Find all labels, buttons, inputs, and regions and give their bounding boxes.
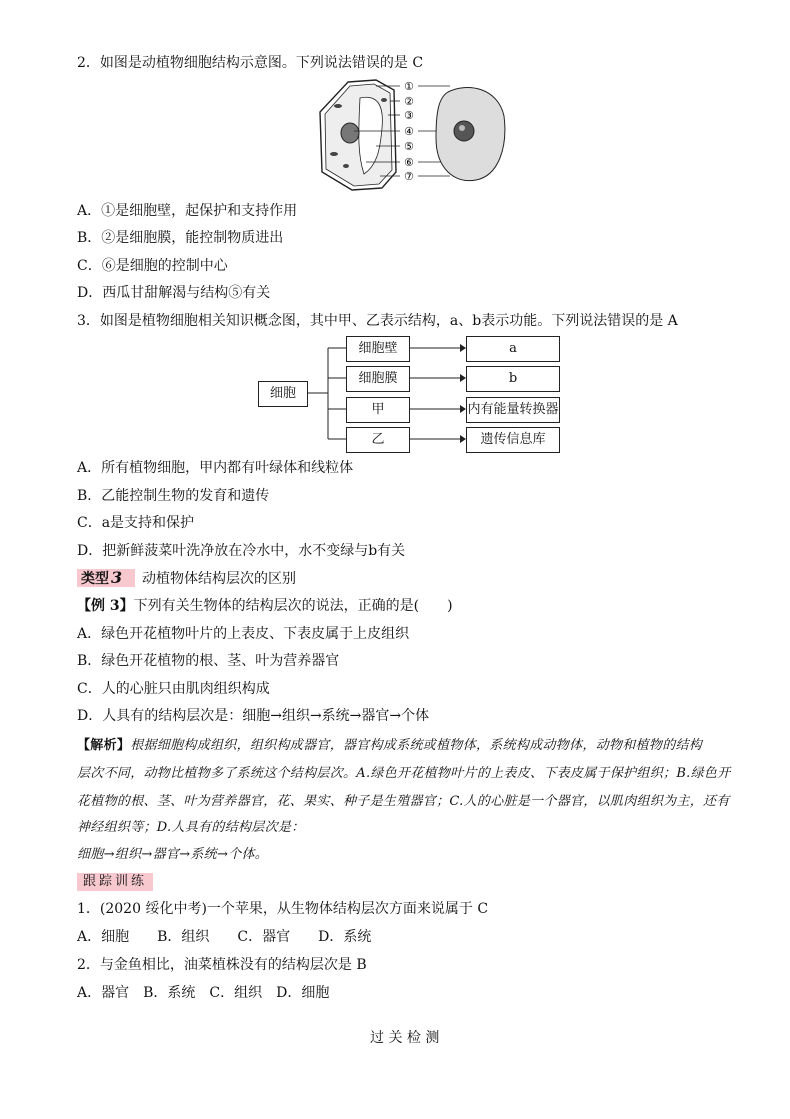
- q3-option-b: B．乙能控制生物的发育和遗传: [77, 488, 270, 504]
- q2-option-d: D．西瓜甘甜解渴与结构⑤有关: [77, 285, 271, 301]
- ex3-option-a: A．绿色开花植物叶片的上表皮、下表皮属于上皮组织: [77, 626, 410, 642]
- label-1: ①: [404, 80, 414, 93]
- label-5: ⑤: [404, 140, 414, 153]
- track-q2-options: A．器官 B．系统 C．组织 D．细胞: [77, 985, 330, 1001]
- concept-right-3: 内有能量转换器: [466, 397, 560, 423]
- q3-option-c: C．a是支持和保护: [77, 515, 195, 531]
- label-4: ④: [404, 125, 414, 138]
- concept-right-1: a: [466, 336, 560, 362]
- label-3: ③: [404, 109, 414, 122]
- analysis-line-2: 层次不同，动物比植物多了系统这个结构层次。A.绿色开花植物叶片的上表皮、下表皮属于保护组织；B.绿色开: [77, 766, 731, 781]
- q2-option-a: A．①是细胞壁，起保护和支持作用: [77, 203, 298, 219]
- track-q1-stem: 1．(2020 绥化中考)一个苹果，从生物体结构层次方面来说属于 C: [77, 901, 489, 917]
- concept-right-4: 遗传信息库: [466, 427, 560, 453]
- type-title: 动植物体结构层次的区别: [142, 571, 296, 587]
- q2-stem: 2．如图是动植物细胞结构示意图。下列说法错误的是 C: [77, 55, 424, 71]
- label-7: ⑦: [404, 170, 414, 183]
- ex3-option-b: B．绿色开花植物的根、茎、叶为营养器官: [77, 653, 340, 669]
- cell-structure-diagram: [318, 76, 508, 194]
- concept-root: 细胞: [258, 381, 308, 407]
- concept-middle-1: 细胞壁: [346, 336, 410, 362]
- ex3-option-c: C．人的心脏只由肌肉组织构成: [77, 681, 270, 697]
- concept-middle-3: 甲: [346, 397, 410, 423]
- label-6: ⑥: [404, 156, 414, 169]
- analysis-line-5: 细胞→组织→器官→系统→个体。: [77, 847, 269, 862]
- analysis-line-4: 神经组织等；D.人具有的结构层次是：: [77, 820, 305, 835]
- concept-right-2: b: [466, 366, 560, 392]
- concept-middle-4: 乙: [346, 427, 410, 453]
- q3-stem: 3．如图是植物细胞相关知识概念图，其中甲、乙表示结构，a、b表示功能。下列说法错误的是 A: [77, 313, 678, 329]
- concept-middle-2: 细胞膜: [346, 366, 410, 392]
- q3-option-a: A．所有植物细胞，甲内都有叶绿体和线粒体: [77, 460, 354, 476]
- example-3: 【例 3】下列有关生物体的结构层次的说法，正确的是( ): [77, 598, 453, 614]
- tracking-badge: 跟踪训练: [77, 873, 153, 891]
- label-2: ②: [404, 95, 414, 108]
- type-badge: 类型 3: [77, 569, 135, 587]
- track-q2-stem: 2．与金鱼相比，油菜植株没有的结构层次是 B: [77, 957, 367, 973]
- q3-option-d: D．把新鲜菠菜叶洗净放在冷水中，水不变绿与b有关: [77, 543, 406, 559]
- analysis-line-3: 花植物的根、茎、叶为营养器官，花、果实、种子是生殖器官；C.人的心脏是一个器官，以肌肉组织为主，还有: [77, 794, 730, 809]
- track-q1-options: A．细胞 B．组织 C．器官 D．系统: [77, 929, 372, 945]
- q2-option-b: B．②是细胞膜，能控制物质进出: [77, 230, 284, 246]
- concept-map: [258, 334, 560, 454]
- ex3-option-d: D．人具有的结构层次是：细胞→组织→系统→器官→个体: [77, 708, 430, 724]
- footer-title: 过 关 检 测: [370, 1030, 440, 1046]
- q2-option-c: C．⑥是细胞的控制中心: [77, 258, 228, 274]
- analysis-line-1: 【解析】根据细胞构成组织，组织构成器官，器官构成系统或植物体，系统构成动物体，动物和植物的结构: [77, 738, 703, 753]
